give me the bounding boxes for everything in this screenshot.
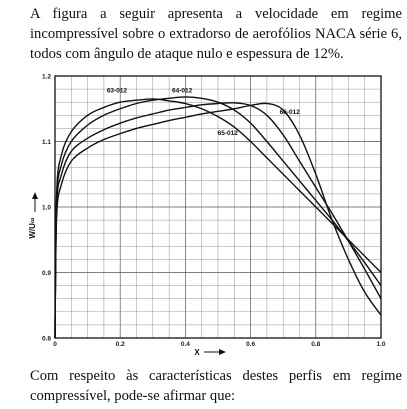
curve-label: 64-012 [172, 87, 193, 95]
x-tick-label: 0 [53, 341, 57, 348]
chart-curve-labels [107, 87, 300, 137]
y-tick-label: 0.8 [41, 335, 51, 343]
x-tick-label: 0.4 [180, 341, 190, 348]
x-axis-label: X [194, 348, 200, 357]
curve-label: 65-012 [217, 129, 238, 137]
x-tick-label: 0.6 [246, 341, 256, 348]
y-tick-label: 1.2 [41, 73, 51, 81]
question-outro-text: Com respeito às características destes perfis em regime compressível, pode-se afirmar que: [30, 368, 402, 404]
curve-label: 63-012 [106, 87, 128, 95]
curve-label: 66-012 [279, 108, 300, 116]
y-axis-arrowhead [32, 192, 38, 199]
y-tick-label: 1.1 [41, 139, 51, 146]
x-tick-label: 1.0 [376, 341, 386, 348]
y-tick-label: 1.0 [41, 204, 51, 212]
x-tick-label: 0.8 [311, 341, 321, 348]
y-tick-label: 0.9 [41, 270, 51, 277]
y-axis-label [28, 217, 37, 239]
x-tick-label: 0.2 [115, 341, 125, 348]
svg-text:W/U∞: W/U∞ [28, 217, 37, 239]
x-axis-arrowhead [219, 349, 226, 355]
question-intro-text: A figura a seguir apresenta a velocidade em regime incompressível sobre o extradorso de aerofólios NACA série 6, todos com ângulo de ataque nulo e espessura de 12%. [30, 6, 402, 62]
